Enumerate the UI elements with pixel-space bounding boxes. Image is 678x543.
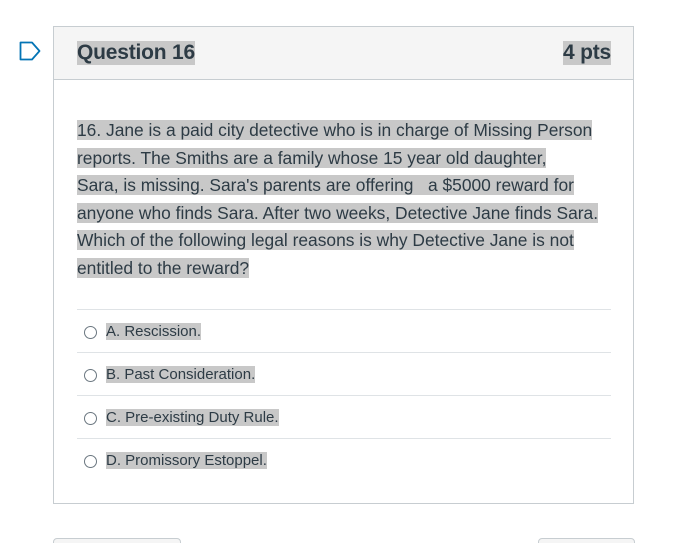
- question-text-line: reports. The Smiths are a family whose 15 year old daughter,: [77, 147, 547, 168]
- answer-label[interactable]: D. Promissory Estoppel.: [106, 452, 267, 469]
- question-points: 4 pts: [562, 41, 611, 64]
- answer-label[interactable]: C. Pre-existing Duty Rule.: [106, 408, 279, 426]
- answer-list: [77, 309, 611, 482]
- flag-question-icon[interactable]: [19, 41, 41, 61]
- question-body: [54, 80, 633, 482]
- answer-option-a[interactable]: [77, 310, 611, 353]
- question-text-line: 16. Jane is a paid city detective who is in charge of Missing Person: [77, 120, 593, 140]
- question-text-line: anyone who finds Sara. After two weeks, Detective Jane finds Sara.: [77, 202, 599, 223]
- question-text-line: Sara, is missing. Sara's parents are offering a $5000 reward for: [77, 175, 574, 195]
- question-text-line: Which of the following legal reasons is why Detective Jane is not: [77, 230, 574, 250]
- radio-button[interactable]: [84, 369, 97, 382]
- answer-label[interactable]: B. Past Consideration.: [106, 365, 256, 383]
- radio-button[interactable]: [84, 412, 97, 425]
- previous-button[interactable]: [53, 538, 181, 543]
- question-text: [77, 117, 617, 282]
- radio-button[interactable]: [84, 326, 97, 339]
- question-title: Question 16: [77, 41, 195, 64]
- answer-option-c[interactable]: [77, 396, 611, 439]
- question-header: [54, 27, 633, 80]
- question-card: [53, 26, 634, 504]
- radio-button[interactable]: [84, 455, 97, 468]
- question-text-line: entitled to the reward?: [77, 257, 250, 278]
- answer-option-d[interactable]: [77, 439, 611, 482]
- next-button[interactable]: [538, 538, 635, 543]
- answer-option-b[interactable]: [77, 353, 611, 396]
- answer-label[interactable]: A. Rescission.: [106, 322, 202, 340]
